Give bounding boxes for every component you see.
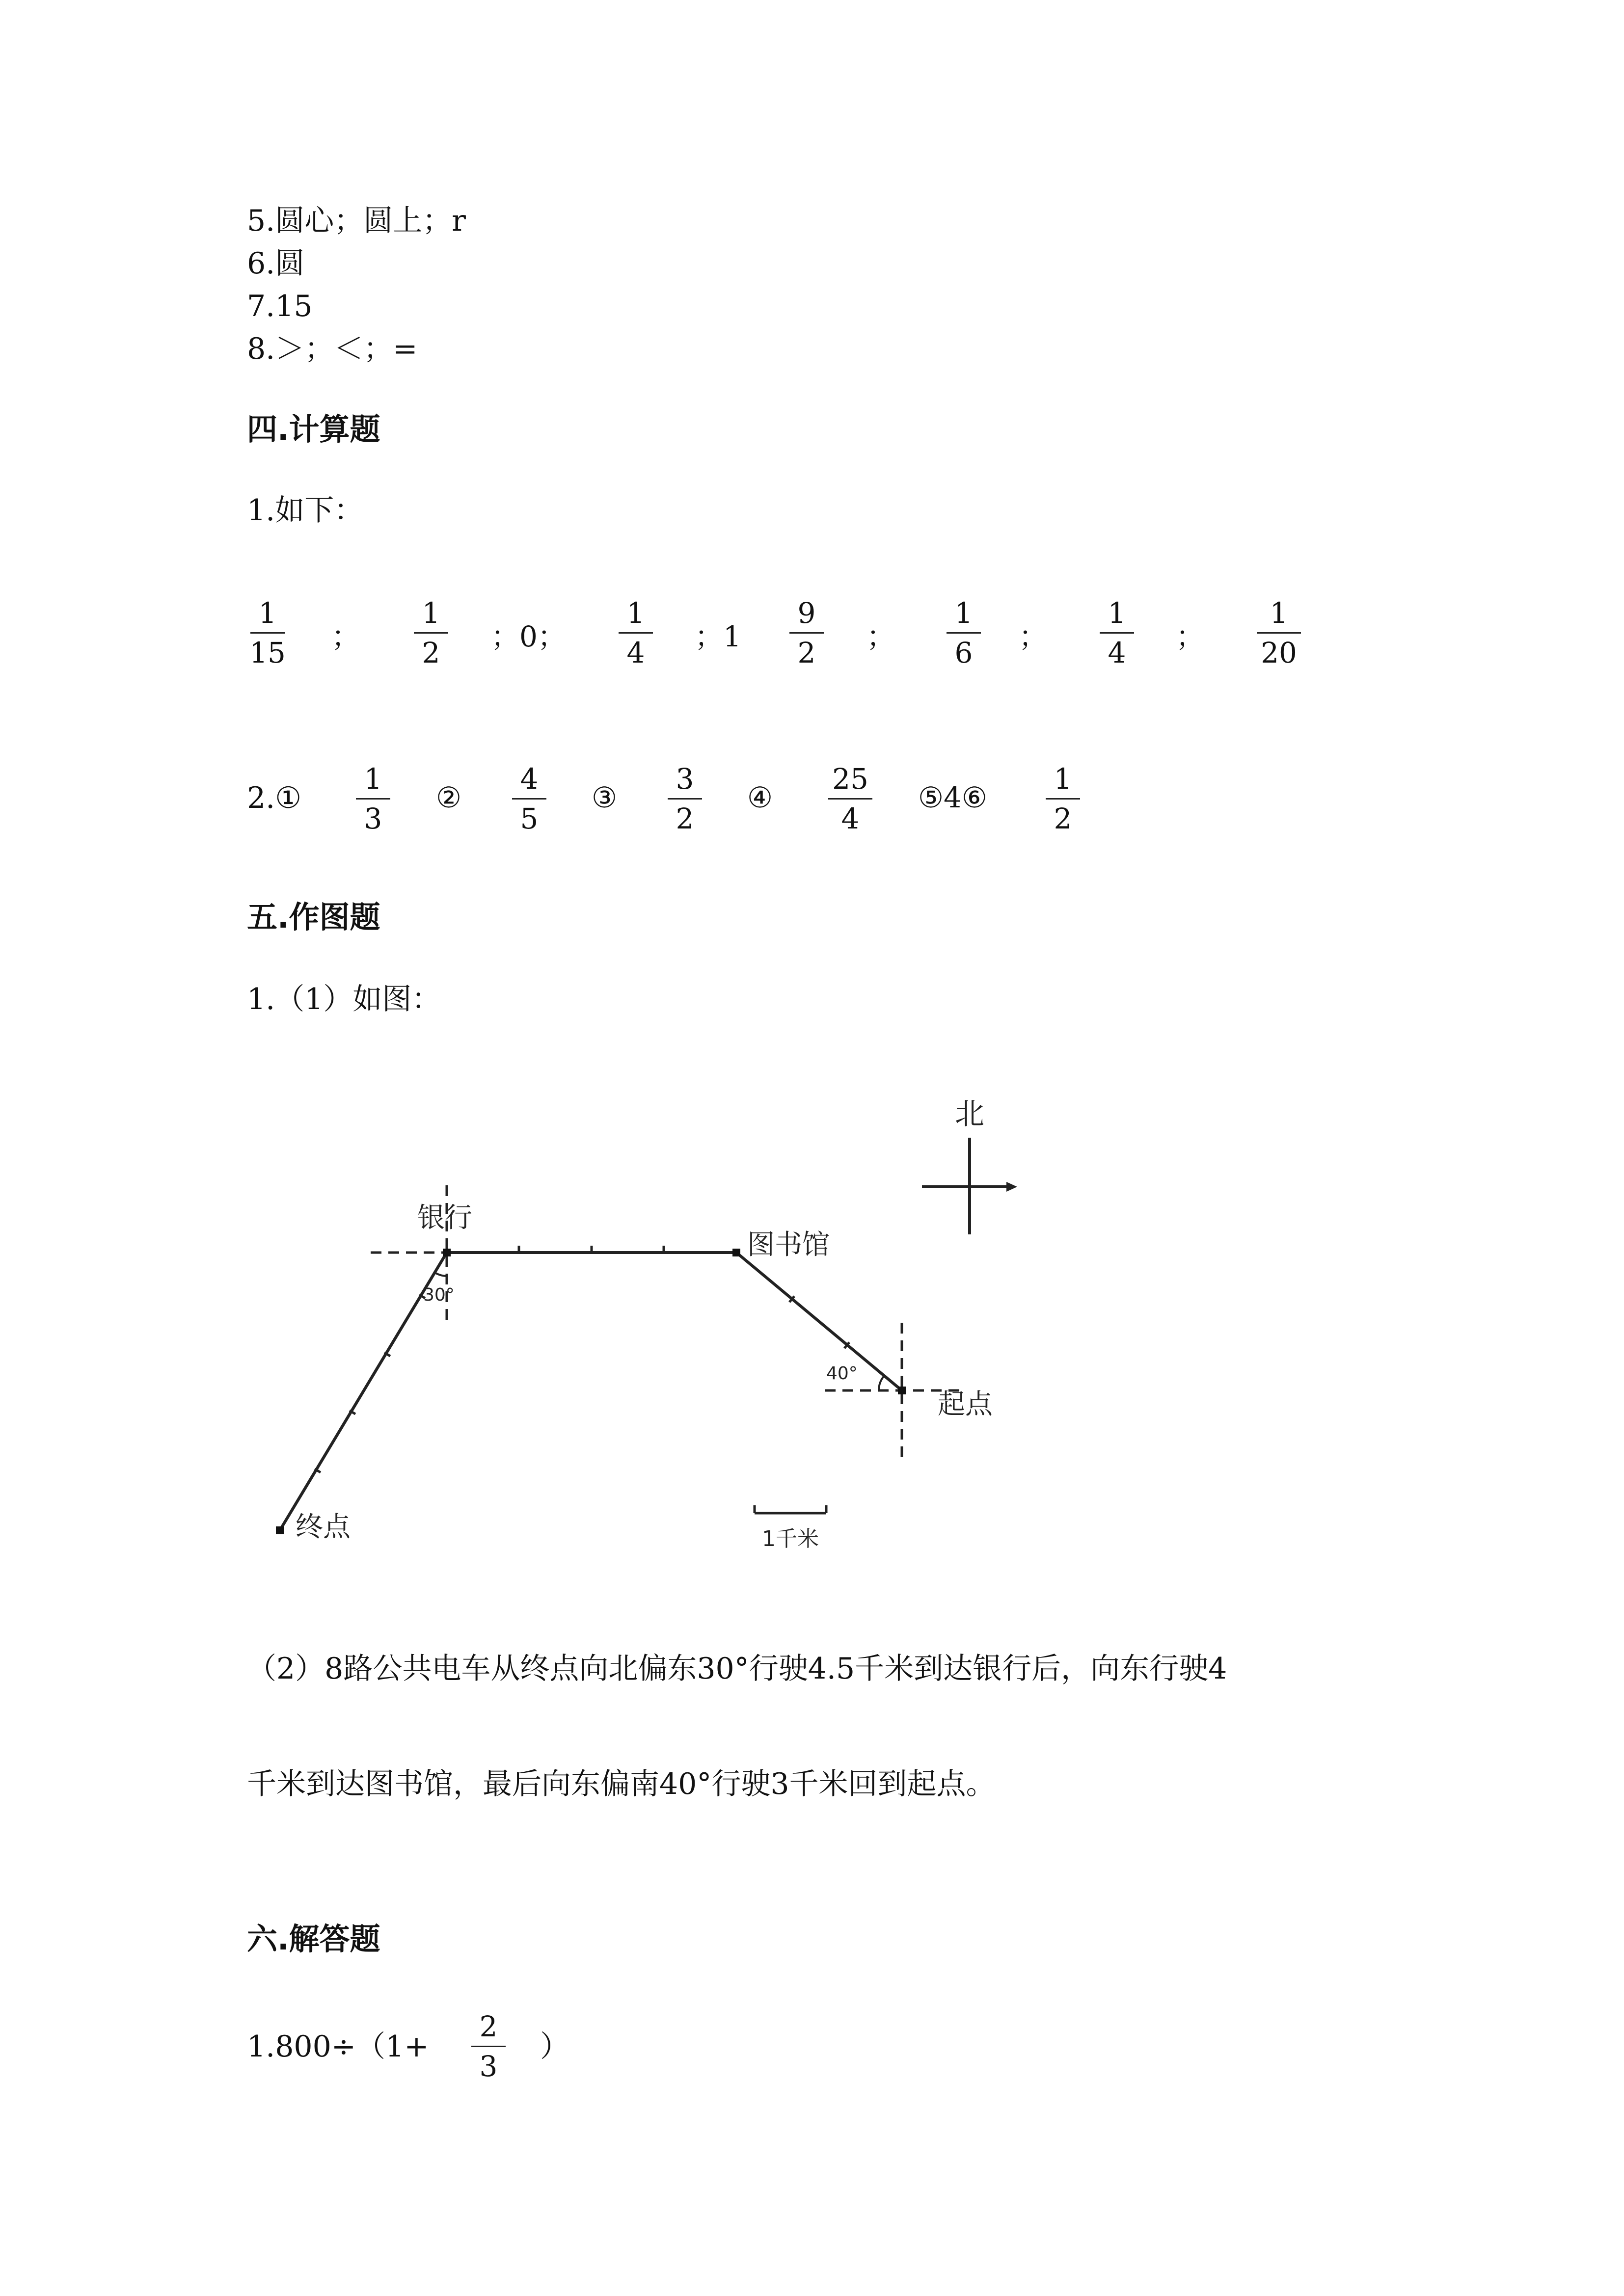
end-point [276, 1526, 284, 1534]
answer-line-6: 6.圆 [247, 246, 305, 281]
s4-q2-sep-3: ④ [747, 781, 773, 814]
scale-bar [755, 1505, 826, 1513]
compass-east-arrow [1006, 1182, 1017, 1192]
s4-q1-frac-1: 1 15 [249, 596, 286, 669]
s5-answer-line-1: （2）8路公共电车从终点向北偏东30°行驶4.5千米到达银行后，向东行驶4 [247, 1652, 1227, 1686]
s4-q2-sep-4: ⑤4⑥ [918, 781, 987, 814]
s4-q2-frac-4: 25 4 [821, 765, 880, 833]
bank-label: 银行 [417, 1202, 472, 1234]
s4-q2-label: 2.① [247, 781, 302, 815]
section-5-title: 五.作图题 [247, 899, 380, 935]
s6-q1-prefix: 1.800÷（1+ [247, 2029, 429, 2064]
start-label: 起点 [938, 1388, 993, 1420]
library-point [732, 1249, 740, 1256]
bank-point [443, 1249, 451, 1256]
s4-q1-sep-2: ；0； [491, 620, 566, 653]
angle-start-label: 40° [826, 1363, 858, 1384]
s6-q1-frac: 2 3 [459, 2012, 518, 2081]
s4-q2-frac-2: 4 5 [500, 765, 559, 833]
s4-q1-frac-7: 1 20 [1249, 599, 1308, 667]
s4-q1-sep-1: ； [331, 620, 360, 653]
s4-q2-sep-2: ③ [592, 781, 617, 814]
s4-q1-label: 1.如下： [247, 493, 364, 528]
s6-q1-suffix: ） [540, 2029, 569, 2064]
s4-q1-frac-2: 1 2 [402, 599, 460, 667]
s4-q1-frac-6: 1 4 [1087, 599, 1146, 667]
scale-label: 1千米 [762, 1526, 819, 1551]
end-label: 终点 [296, 1511, 351, 1543]
north-label: 北 [955, 1097, 984, 1131]
route-library-to-start [736, 1253, 902, 1390]
s4-q1-frac-3: 1 4 [606, 599, 665, 667]
compass-icon [922, 1138, 1011, 1234]
s4-q1-sep-3: ；1 [695, 620, 741, 653]
answer-line-8: 8.＞；＜；= [247, 332, 418, 366]
s4-q1-frac-4: 9 2 [777, 599, 836, 667]
s4-q1-frac-5: 1 6 [934, 599, 993, 667]
section-4-title: 四.计算题 [247, 411, 380, 447]
s4-q2-frac-1: 1 3 [344, 765, 403, 833]
angle-arc-bank [435, 1273, 447, 1276]
answer-line-5: 5.圆心；圆上；r [247, 204, 466, 238]
s4-q2-frac-3: 3 2 [655, 765, 714, 833]
library-label: 图书馆 [747, 1229, 830, 1261]
s5-q1-label: 1.（1）如图： [247, 982, 441, 1016]
angle-bank-label: 30° [423, 1285, 455, 1305]
angle-arc-start [879, 1376, 884, 1390]
s4-q1-sep-6: ； [1176, 620, 1205, 653]
route-end-to-bank [280, 1253, 447, 1530]
answer-line-7: 7.15 [247, 289, 313, 323]
start-point [898, 1387, 906, 1394]
s4-q1-sep-5: ； [1019, 620, 1048, 653]
route-map [0, 1055, 1624, 1595]
s4-q2-frac-5: 1 2 [1033, 765, 1092, 833]
s4-q2-sep-1: ② [436, 781, 461, 814]
s5-answer-line-2: 千米到达图书馆，最后向东偏南40°行驶3千米回到起点。 [247, 1767, 996, 1801]
section-6-title: 六.解答题 [247, 1921, 380, 1957]
s4-q1-sep-4: ； [866, 620, 895, 653]
